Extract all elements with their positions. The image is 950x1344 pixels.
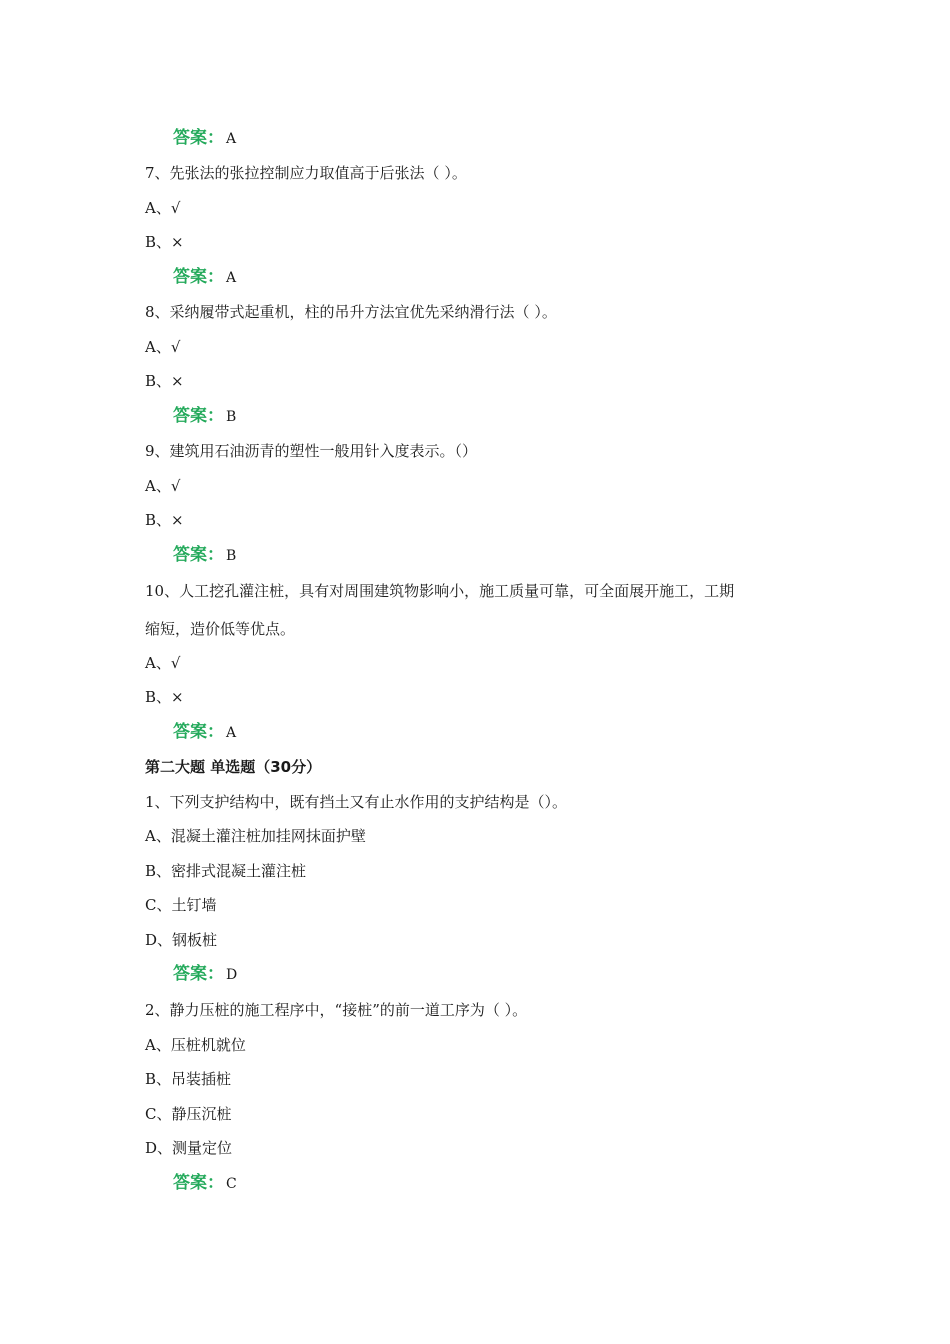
answer-line [173, 267, 853, 288]
question-text: 7、先张法的张拉控制应力取值高于后张法（ ）。 [145, 164, 467, 182]
answer-value: A [226, 270, 237, 286]
answer-label: 答案： [173, 406, 224, 426]
option-a: A、压桩机就位 [145, 1036, 246, 1054]
option-a: A、混凝土灌注桩加挂网抹面护壁 [145, 827, 366, 845]
answer-value: B [226, 548, 237, 564]
answer-value: B [226, 409, 237, 425]
answer-value: A [226, 131, 237, 147]
answer-line [173, 1173, 853, 1194]
question-text-line1: 10、人工挖孔灌注桩，具有对周围建筑物影响小，施工质量可靠，可全面展开施工，工期 [145, 582, 735, 600]
answer-label: 答案： [173, 964, 224, 984]
answer-line [173, 722, 853, 743]
option-b: B、吊装插桩 [145, 1070, 232, 1088]
question-text: 8、采纳履带式起重机，柱的吊升方法宜优先采纳滑行法（ ）。 [145, 303, 557, 321]
option-d: D、测量定位 [145, 1139, 233, 1157]
answer-value: C [226, 1176, 237, 1192]
option-a: A、√ [145, 338, 181, 356]
option-c: C、土钉墙 [145, 896, 217, 914]
option-b: B、× [145, 688, 184, 706]
option-b: B、× [145, 372, 184, 390]
answer-value: D [226, 967, 238, 983]
option-c: C、静压沉桩 [145, 1105, 232, 1123]
question-text: 9、建筑用石油沥青的塑性一般用针入度表示。（） [145, 442, 478, 460]
question-text-line2: 缩短，造价低等优点。 [145, 620, 296, 638]
option-a: A、√ [145, 477, 181, 495]
option-b: B、密排式混凝土灌注桩 [145, 862, 307, 880]
section-title: 第二大题 单选题（30分） [145, 758, 322, 776]
answer-label: 答案： [173, 545, 224, 565]
answer-label: 答案： [173, 128, 224, 148]
answer-value: A [226, 725, 237, 741]
answer-label: 答案： [173, 267, 224, 287]
answer-line [173, 406, 853, 427]
question-text: 1、下列支护结构中，既有挡土又有止水作用的支护结构是（）。 [145, 793, 568, 811]
answer-label: 答案： [173, 1173, 224, 1193]
option-b: B、× [145, 233, 184, 251]
answer-line [173, 964, 853, 985]
question-text: 2、静力压桩的施工程序中，“接桩”的前一道工序为（ ）。 [145, 1001, 528, 1019]
option-a: A、√ [145, 199, 181, 217]
answer-line [173, 128, 853, 149]
answer-label: 答案： [173, 722, 224, 742]
option-d: D、钢板桩 [145, 931, 218, 949]
option-a: A、√ [145, 654, 181, 672]
answer-line [173, 545, 853, 566]
option-b: B、× [145, 511, 184, 529]
